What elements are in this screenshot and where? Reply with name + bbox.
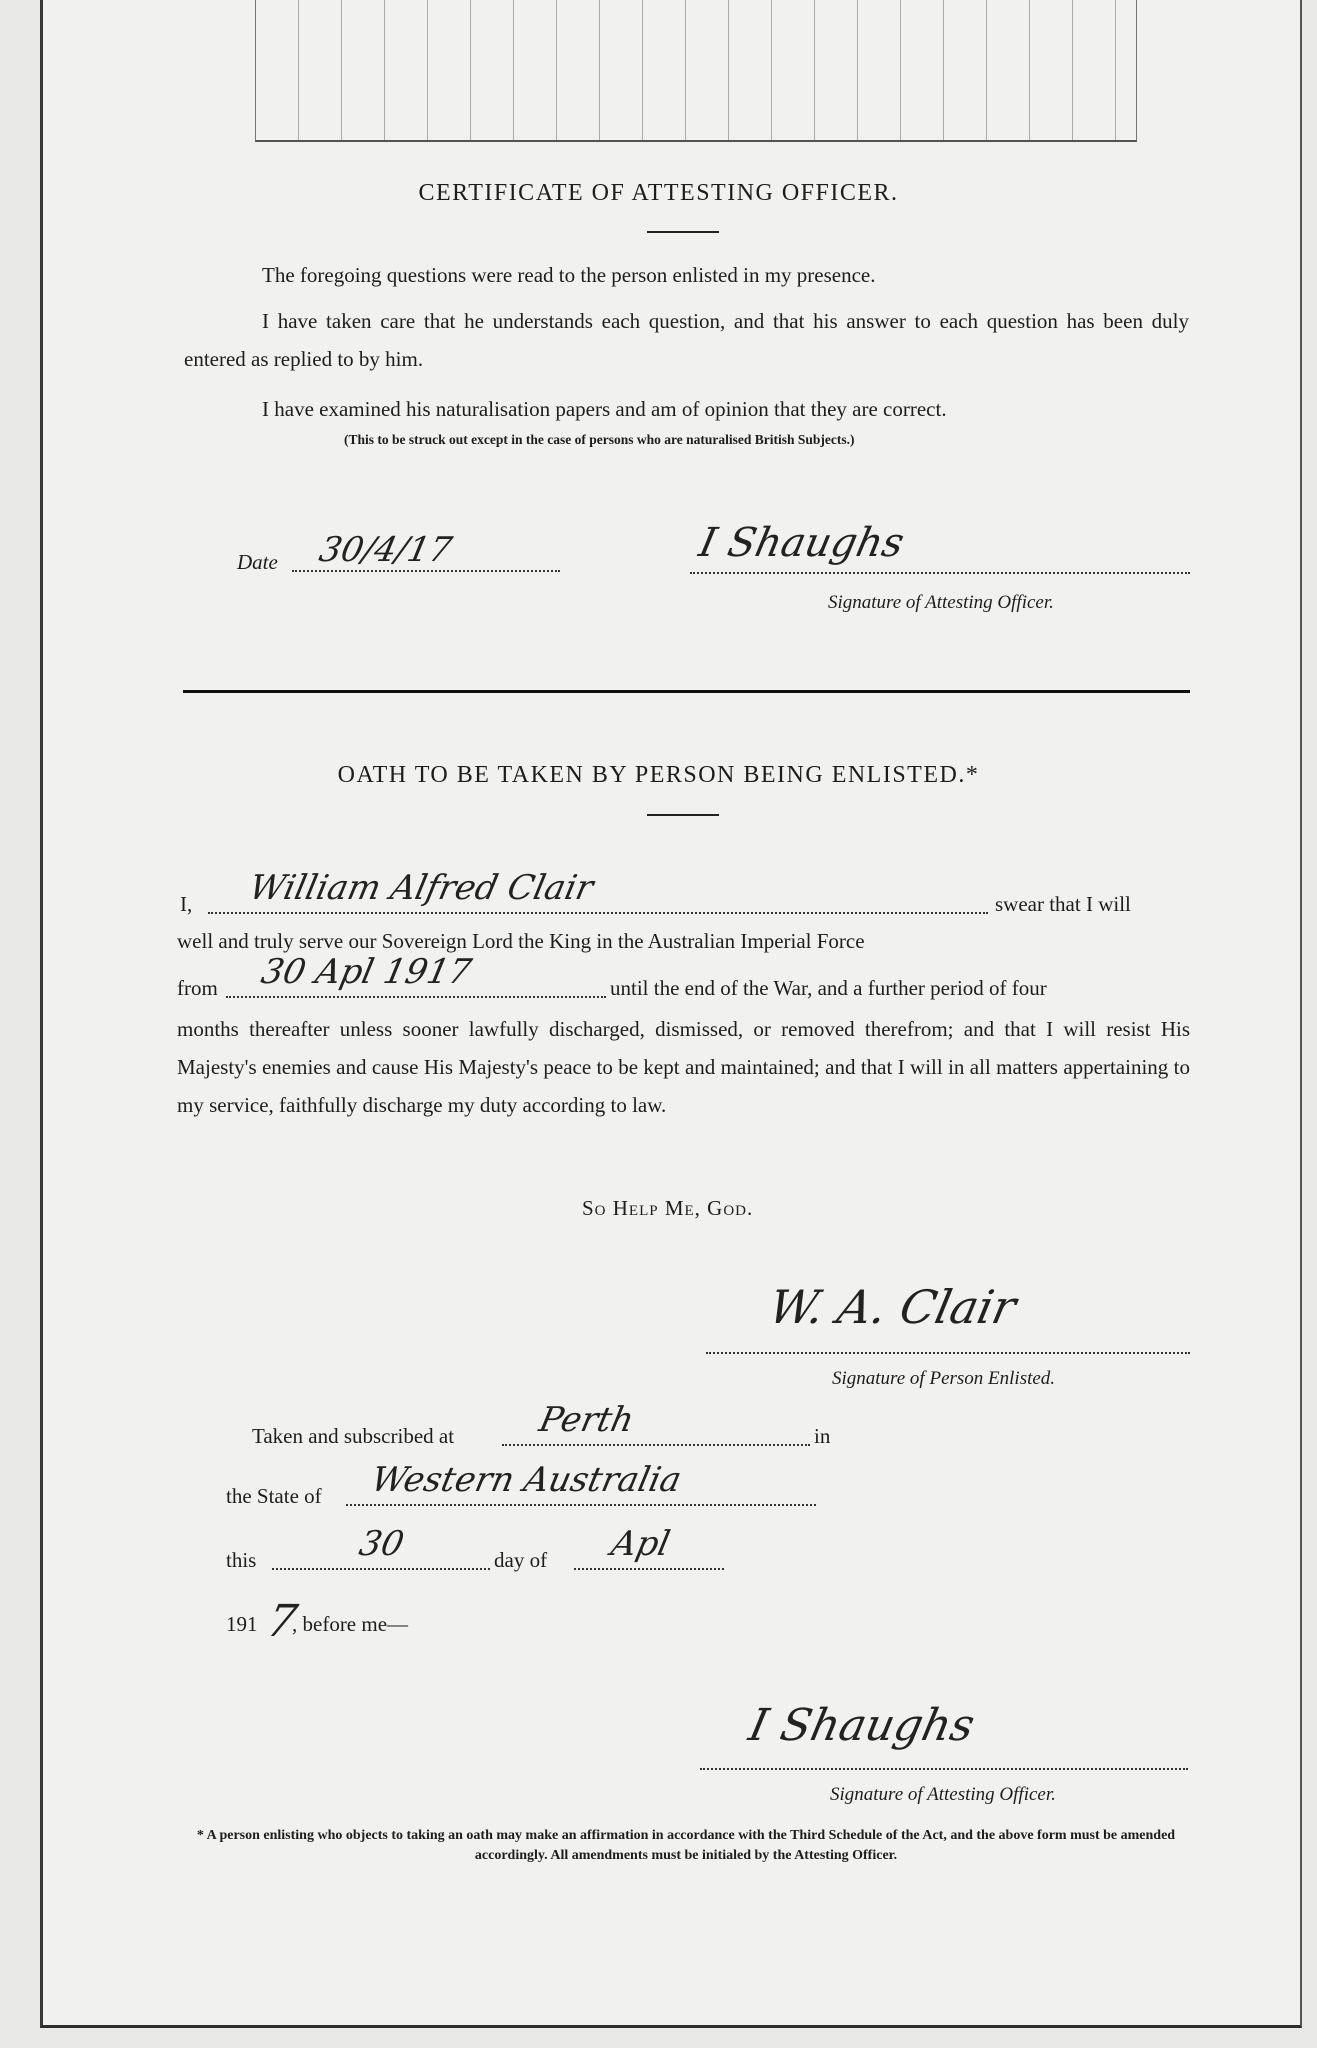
place-dotted-line	[502, 1444, 810, 1446]
until-text: until the end of the War, and a further period of four	[610, 976, 1047, 1000]
date-label: Date	[237, 550, 278, 574]
officer-signature-label: Signature of Attesting Officer.	[828, 592, 1054, 613]
month-dotted-line	[574, 1568, 724, 1570]
attesting-officer-signature: I Shaughs	[695, 520, 909, 566]
date-dotted-line	[292, 570, 560, 572]
oath-i-label: I,	[180, 892, 193, 916]
before-me-text: , before me—	[292, 1612, 409, 1636]
taken-label: Taken and subscribed at	[252, 1424, 455, 1448]
name-dotted-line	[208, 912, 988, 914]
affirmation-footnote: * A person enlisting who objects to taking an oath may make an affirmation in accordance with the Third Schedule of the Act, and the above form must be amended accordingly. All amendments must be initialed by the Attesting Officer.	[196, 1828, 1176, 1863]
swear-text: swear that I will	[995, 892, 1131, 916]
enlistee-name-handwritten: William Alfred Clair	[245, 868, 597, 908]
oath-body: months thereafter unless sooner lawfully discharged, dismissed, or removed therefrom; and that I will resist His Majesty's enemies and cause His Majesty's peace to be kept and maintained; and that I will in all matters appertaining to my service, faithfully discharge my duty according to law.	[177, 1017, 1190, 1117]
year-prefix: 191	[226, 1612, 258, 1636]
certificate-para-1: The foregoing questions were read to the person enlisted in my presence.	[262, 263, 876, 287]
oath-title-divider	[647, 814, 719, 816]
day-of-label: day of	[494, 1548, 548, 1572]
in-label: in	[814, 1424, 831, 1448]
so-help-me-god: So Help Me, God.	[582, 1196, 754, 1220]
previous-form-table-remnant	[255, 0, 1137, 142]
from-dotted-line	[226, 996, 606, 998]
person-signature-dotted-line	[706, 1352, 1190, 1354]
section-divider	[183, 690, 1190, 693]
certificate-para-3: I have examined his naturalisation papers and am of opinion that they are correct.	[262, 397, 947, 421]
this-label: this	[226, 1548, 257, 1572]
officer-signature-2-label: Signature of Attesting Officer.	[830, 1784, 1056, 1805]
from-date-handwritten: 30 Apl 1917	[257, 952, 475, 992]
attesting-officer-signature-2: I Shaughs	[744, 1700, 979, 1751]
certificate-title: CERTIFICATE OF ATTESTING OFFICER.	[418, 180, 899, 206]
day-handwritten: 30	[355, 1524, 408, 1564]
date-handwritten: 30/4/17	[315, 530, 456, 570]
from-label: from	[177, 976, 218, 1000]
enlistee-signature: W. A. Clair	[764, 1280, 1021, 1334]
year-handwritten: 7	[262, 1596, 302, 1647]
officer-signature-2-dotted-line	[700, 1768, 1188, 1770]
day-dotted-line	[272, 1568, 490, 1570]
state-handwritten: Western Australia	[367, 1460, 685, 1500]
naturalisation-note: (This to be struck out except in the case of persons who are naturalised British Subjects.)	[344, 432, 855, 447]
certificate-para-2: I have taken care that he understands each question, and that his answer to each question has been duly entered as replied to by him.	[184, 309, 1189, 371]
officer-signature-dotted-line	[690, 572, 1190, 574]
title-divider	[647, 231, 719, 233]
month-handwritten: Apl	[607, 1524, 674, 1564]
state-dotted-line	[346, 1504, 816, 1506]
place-handwritten: Perth	[535, 1400, 638, 1440]
state-label: the State of	[226, 1484, 322, 1508]
oath-title: OATH TO BE TAKEN BY PERSON BEING ENLISTED.*	[337, 762, 980, 788]
oath-line-2: well and truly serve our Sovereign Lord the King in the Australian Imperial Force	[177, 929, 865, 953]
person-signature-label: Signature of Person Enlisted.	[832, 1368, 1056, 1389]
